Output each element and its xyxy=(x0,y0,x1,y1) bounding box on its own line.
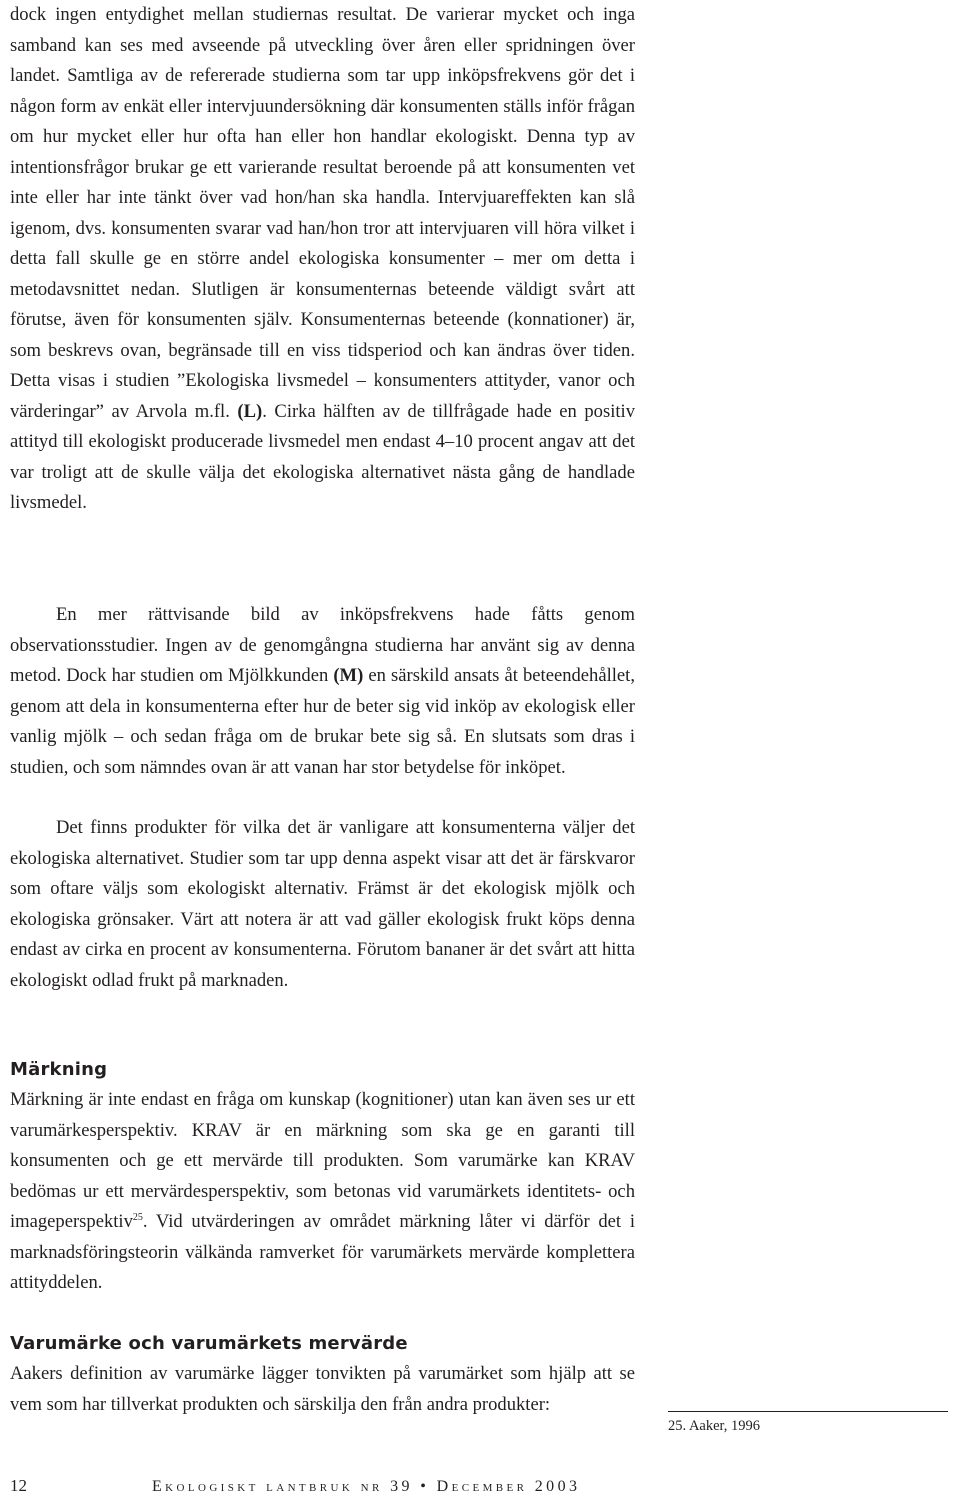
reference-marker-l: (L) xyxy=(237,400,263,422)
paragraph-text-part: . Cirka hälften av de tillfrågade hade en positiv attityd till ekologiskt producerade livsmedel men endast 4–10 procent angav att det var troligt att de skulle välja det ekologiska alternativet nästa gång de handlade livsmedel. xyxy=(10,400,635,513)
section-heading-markning: Märkning xyxy=(10,1059,108,1080)
section-varumarke-body xyxy=(10,1359,635,1420)
section-heading-markning-wrap xyxy=(10,1059,635,1081)
reference-marker-m: (M) xyxy=(333,665,364,686)
paragraph-text-part: En mer rättvisande bild av inköpsfrekvens hade fåtts genom observationsstudier. Ingen av de genomgångna studierna har använt sig av denna metod. Dock har studien om Mjölkkunden xyxy=(10,604,635,686)
page-number: 12 xyxy=(10,1476,27,1495)
paragraph-text-part: dock ingen entydighet mellan studiernas resultat. De varierar mycket och inga samband kan ses med avseende på utveckling över åren eller spridningen över landet. Samtliga av de refererade studierna som tar upp inköpsfrekvens gör det i någon form av enkät eller intervjuundersökning där konsumenten ställs inför frågan om hur mycket eller hur ofta han eller hon handlar ekologiskt. Denna typ av intentionsfrågor brukar ge ett varierande resultat beroende på att konsumenten vet inte eller har inte tänkt över vad hon/han ska handla. Intervjuareffekten kan slå igenom, dvs. konsumenten svarar vad han/hon tror att intervjuaren vill höra vilket i detta fall skulle ge en större andel ekologiska konsumenter – mer om detta i metodavsnittet nedan. Slutligen är konsumenternas beteende väldigt svårt att förutse, även för konsumenten själv. Konsumenternas beteende (konnationer) är, som beskrevs ovan, begränsade till en viss tidsperiod och kan ändras över tiden. Detta visas i studien ”Ekologiska livsmedel – konsumenters attityder, vanor och värderingar” av Arvola m.fl. xyxy=(10,4,635,422)
paragraph-text-part: en särskild ansats åt beteendehållet, genom att dela in konsumenterna efter hur de beter sig vid inköp av ekologisk eller vanlig mjölk – och sedan fråga om de brukar bete sig så. En slutsats som dras i studien, och som nämndes ovan är att vanan har stor betydelse för inköpet. xyxy=(10,665,635,778)
paragraph-text xyxy=(10,600,635,783)
paragraph-text xyxy=(10,0,635,519)
section-heading-varumarke-wrap xyxy=(10,1333,635,1355)
paragraph-text-part: Märkning är inte endast en fråga om kunskap (kognitioner) utan kan även ses ur ett varumärkesperspektiv. KRAV är en märkning som ska ge en garanti till konsumenten och ge ett mervärde till produkten. Som varumärke kan KRAV bedömas ur ett mervärdesperspektiv, som betonas vid varumärkets identitets- och imageperspektiv xyxy=(10,1089,635,1232)
paragraph-text xyxy=(10,1085,635,1299)
body-paragraph-3 xyxy=(10,813,635,996)
paragraph-text: Aakers definition av varumärke lägger tonvikten på varumärket som hjälp att se vem som har tillverkat produkten och särskilja den från andra produkter: xyxy=(10,1363,635,1415)
body-paragraph-2 xyxy=(10,600,635,783)
paragraph-text-part: . Vid utvärderingen av området märkning låter vi därför det i marknadsföringsteorin välkända ramverket för varumärkets mervärde komplettera attityddelen. xyxy=(10,1211,635,1293)
footnote-divider xyxy=(668,1411,948,1412)
footnote: 25. Aaker, 1996 xyxy=(668,1418,761,1434)
running-footer: Ekologiskt lantbruk nr 39 • December 2003 xyxy=(152,1478,581,1495)
section-heading-varumarke: Varumärke och varumärkets mervärde xyxy=(10,1333,408,1354)
section-markning-body xyxy=(10,1085,635,1299)
footnote-reference: 25 xyxy=(132,1211,143,1223)
body-paragraph-1 xyxy=(10,0,635,519)
paragraph-text: Det finns produkter för vilka det är vanligare att konsumenterna väljer det ekologiska alternativet. Studier som tar upp denna aspekt visar att det är färskvaror som oftare väljs som ekologiskt alternativ. Främst är det ekologisk mjölk och ekologiska grönsaker. Värt att notera är att vad gäller ekologisk frukt köps denna endast av cirka en procent av konsumenterna. Förutom bananer är det svårt att hitta ekologiskt odlad frukt på marknaden. xyxy=(10,817,635,991)
